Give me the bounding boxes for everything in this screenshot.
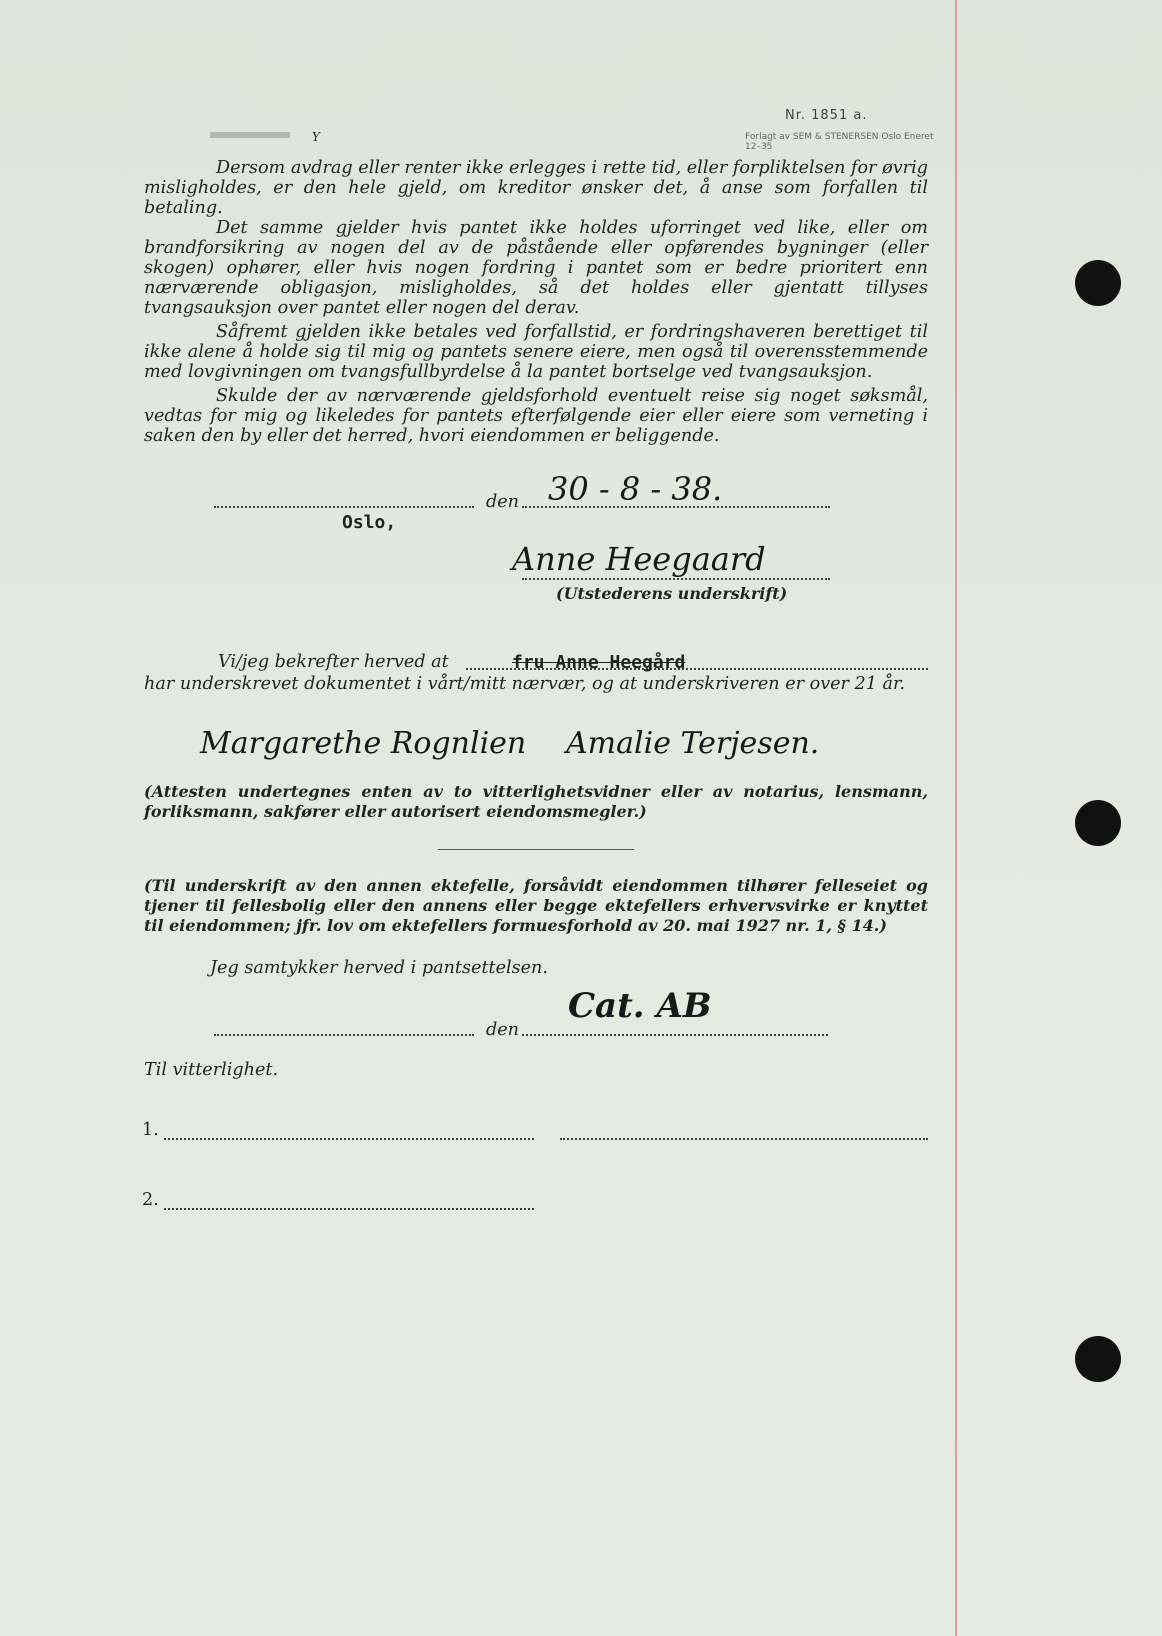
section-divider	[438, 849, 634, 850]
clause-insurance: Det samme gjelder hvis pantet ikke holdes uforringet ved like, eller om brandforsikring av nogen del av de påstående eller opførendes bygninger (eller skogen) ophører, eller hvis nogen fordring i pantet som er bedre prioritert enn nærværende obligasjon, misligholdes, så det holdes eller gjentatt tillyses tvangsauksjon over pantet eller nogen del derav.	[144, 218, 928, 318]
spouse-handwriting: Cat. AB	[568, 986, 712, 1026]
red-margin-line	[955, 0, 957, 1636]
form-number: Nr. 1851 a.	[785, 108, 868, 123]
den-label: den	[486, 492, 520, 512]
signature-dotted-line	[522, 578, 830, 580]
witness-line-2a	[164, 1208, 534, 1210]
spouse-note: (Til underskrift av den annen ektefelle, forsåvidt eiendommen tilhører felleseiet og tjener til fellesbolig eller den annens eller begge ektefellers erhvervsvirke er knyttet til eiendommen; jfr. lov om ektefellers formuesforhold av 20. mai 1927 nr. 1, § 14.)	[144, 876, 928, 935]
clause-venue: Skulde der av nærværende gjeldsforhold eventuelt reise sig noget søksmål, vedtas for mig og likeledes for pantets efterfølgende eier eller eiere som verneting i saken den by eller det herred, hvori eiendommen er beliggende.	[144, 386, 928, 446]
witness-line-1a	[164, 1138, 534, 1140]
smudge-mark	[210, 132, 290, 138]
signing-place: Oslo,	[342, 512, 397, 533]
punch-hole-middle	[1075, 800, 1121, 846]
spouse-den-label: den	[486, 1020, 520, 1040]
issuer-signature: Anne Heegaard	[512, 540, 766, 578]
consent-statement: Jeg samtykker herved i pantsettelsen.	[210, 958, 548, 978]
printer-stamp: Forlagt av SEM & STENERSEN Oslo Eneret 12–35	[745, 132, 934, 152]
clause-default: Dersom avdrag eller renter ikke erlegges i rette tid, eller forpliktelsen for øvrig misligholdes, er den hele gjeld, om kreditor ønsker det, å anse som forfallen til betaling.	[144, 158, 928, 218]
issuer-caption: (Utstederens underskrift)	[556, 584, 788, 603]
witness-line-2-label: 2.	[142, 1190, 159, 1210]
attestation-note: (Attesten undertegnes enten av to vitterlighetsvidner eller av notarius, lensmann, forliksmann, sakfører eller autorisert eiendomsmegler.)	[144, 782, 928, 821]
place-dotted-line	[214, 506, 474, 508]
spouse-date-line	[522, 1034, 828, 1036]
form-mark: Y	[312, 130, 320, 144]
clause-auction: Såfremt gjelden ikke betales ved forfallstid, er fordringshaveren berettiget til ikke alene å holde sig til mig og pantets senere eiere, men også til overensstemmende med lovgivningen om tvangsfullbyrdelse å la pantet bortselge ved tvangsauksjon.	[144, 322, 928, 382]
punch-hole-top	[1075, 260, 1121, 306]
handwritten-date: 30 - 8 - 38.	[548, 470, 723, 508]
spouse-place-line	[214, 1034, 474, 1036]
witness-heading: Til vitterlighet.	[144, 1060, 279, 1080]
witness-line-1-label: 1.	[142, 1120, 159, 1140]
punch-hole-bottom	[1075, 1336, 1121, 1382]
attestation-intro: Vi/jeg bekrefter herved at	[218, 652, 449, 672]
attested-name: fru Anne Heegård	[512, 652, 686, 673]
witness-signature-2: Amalie Terjesen.	[566, 726, 820, 761]
witness-signature-1: Margarethe Rognlien	[200, 726, 527, 761]
attestation-continuation: har underskrevet dokumentet i vårt/mitt nærvær, og at underskriveren er over 21 år.	[144, 674, 906, 694]
witness-line-1b	[560, 1138, 928, 1140]
